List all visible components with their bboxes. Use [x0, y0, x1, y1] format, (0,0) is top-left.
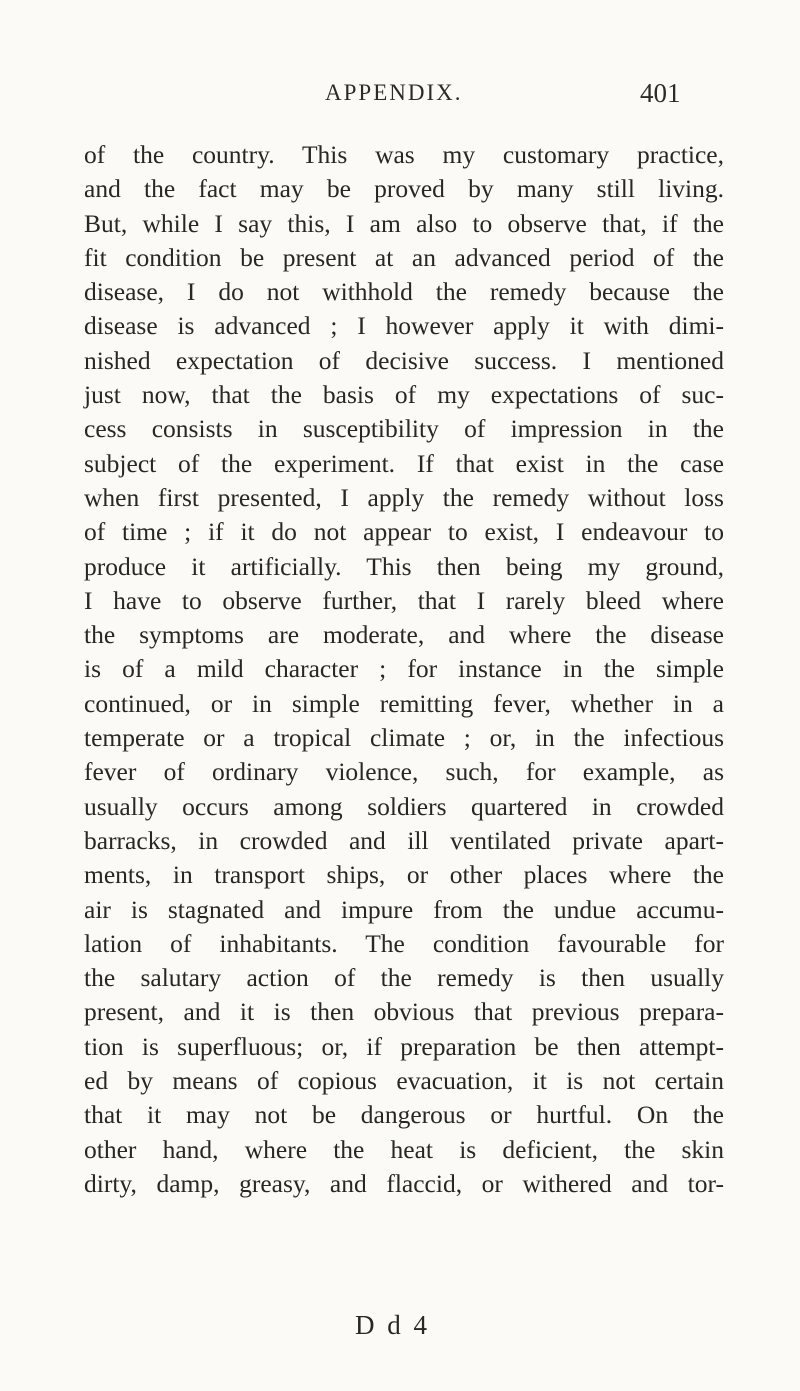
text-line: ments, in transport ships, or other places where the — [84, 860, 724, 890]
text-line: when first presented, I apply the remedy without loss — [84, 482, 724, 512]
text-line: just now, that the basis of my expectations of suc- — [84, 380, 724, 410]
text-line: disease is advanced ; I however apply it with dimi- — [84, 311, 724, 341]
text-line: dirty, damp, greasy, and flaccid, or withered and tor- — [84, 1168, 724, 1198]
text-line: nished expectation of decisive success. I mentioned — [84, 345, 724, 375]
text-line: produce it artificially. This then being my ground, — [84, 551, 724, 581]
running-title: APPENDIX. — [325, 80, 463, 105]
text-line: usually occurs among soldiers quartered in crowded — [84, 791, 724, 821]
text-line: the symptoms are moderate, and where the disease — [84, 620, 724, 650]
text-line: that it may not be dangerous or hurtful. On the — [84, 1100, 724, 1130]
text-line: subject of the experiment. If that exist in the case — [84, 448, 724, 478]
text-line: of time ; if it do not appear to exist, I endeavour to — [84, 517, 724, 547]
text-line: tion is superfluous; or, if preparation be then attempt- — [84, 1031, 724, 1061]
page-header — [0, 80, 800, 116]
text-line: fever of ordinary violence, such, for example, as — [84, 757, 724, 787]
text-line: of the country. This was my customary practice, — [84, 140, 724, 169]
text-line: temperate or a tropical climate ; or, in the infectious — [84, 723, 724, 753]
text-line: the salutary action of the remedy is then usually — [84, 963, 724, 993]
text-line: is of a mild character ; for instance in the simple — [84, 654, 724, 684]
page-number: 401 — [640, 78, 681, 108]
text-line: continued, or in simple remitting fever, whether in a — [84, 688, 724, 718]
text-line: fit condition be present at an advanced period of the — [84, 242, 724, 272]
text-line: air is stagnated and impure from the undue accumu- — [84, 894, 724, 924]
text-line: present, and it is then obvious that previous prepara- — [84, 997, 724, 1027]
text-line: ed by means of copious evacuation, it is not certain — [84, 1066, 724, 1096]
signature-mark: D d 4 — [355, 1310, 430, 1340]
text-line: I have to observe further, that I rarely bleed where — [84, 585, 724, 615]
text-line: other hand, where the heat is deficient, the skin — [84, 1134, 724, 1164]
text-line: cess consists in susceptibility of impression in the — [84, 414, 724, 444]
text-line: lation of inhabitants. The condition favourable for — [84, 928, 724, 958]
body-text — [84, 138, 724, 1201]
text-line: disease, I do not withhold the remedy because the — [84, 277, 724, 307]
text-line: barracks, in crowded and ill ventilated private apart- — [84, 825, 724, 855]
text-line: But, while I say this, I am also to observe that, if the — [84, 208, 724, 238]
text-line: and the fact may be proved by many still living. — [84, 174, 724, 204]
